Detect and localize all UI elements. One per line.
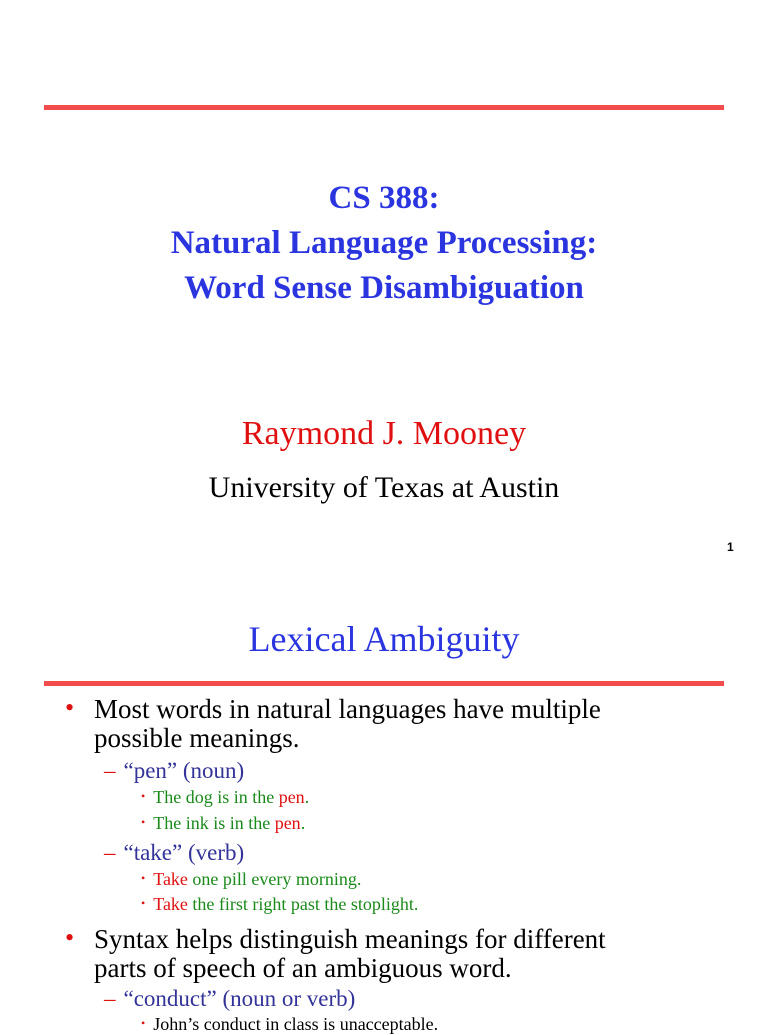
slide2-title: Lexical Ambiguity <box>248 619 520 659</box>
ambiguous-word: Take <box>153 869 188 889</box>
bullet-marker: • <box>141 1016 146 1030</box>
example-text: John’s conduct in class is unacceptable. <box>153 1014 439 1034</box>
ambiguous-word: pen <box>274 813 301 833</box>
author-name: Raymond J. Mooney <box>241 415 527 452</box>
example-punct: . <box>300 813 306 833</box>
bullet-1-line-2: possible meanings. <box>94 723 300 753</box>
example-pen-2 <box>141 813 305 834</box>
example-punct: . <box>304 787 310 807</box>
example-conduct-1 <box>141 1014 438 1035</box>
bullet-marker: • <box>141 815 146 829</box>
bullet-marker: • <box>141 789 146 803</box>
title-line-1: CS 388: <box>328 180 440 216</box>
sub-item-pen <box>104 758 244 784</box>
bullet-marker: • <box>65 693 75 722</box>
sub-item-take-label: “take” (verb) <box>123 840 245 865</box>
example-text: one pill every morning. <box>187 869 362 889</box>
title-line-3: Word Sense Disambiguation <box>184 270 584 306</box>
page-number: 1 <box>727 540 734 554</box>
bullet-2-line-2: parts of speech of an ambiguous word. <box>94 953 512 983</box>
dash-marker: – <box>104 758 116 783</box>
sub-item-conduct <box>104 986 355 1012</box>
bullet-marker: • <box>65 923 75 952</box>
bullet-1-line-1: Most words in natural languages have multiple <box>94 694 601 724</box>
sub-item-pen-label: “pen” (noun) <box>123 758 245 783</box>
sub-item-conduct-label: “conduct” (noun or verb) <box>123 986 356 1011</box>
dash-marker: – <box>104 840 116 865</box>
slide1-title <box>0 176 768 311</box>
dash-marker: – <box>104 986 116 1011</box>
example-text: the first right past the stoplight. <box>187 894 419 914</box>
bullet-1 <box>94 695 734 753</box>
top-rule-slide2 <box>44 681 724 686</box>
bullet-2-line-1: Syntax helps distinguish meanings for different <box>94 924 606 954</box>
ambiguous-word: Take <box>153 894 188 914</box>
title-line-2: Natural Language Processing: <box>170 225 598 261</box>
example-text: The ink is in the <box>153 813 275 833</box>
bullet-2 <box>94 925 734 983</box>
example-pen-1 <box>141 787 309 808</box>
ambiguous-word: pen <box>278 787 305 807</box>
bullet-marker: • <box>141 871 146 885</box>
example-take-1 <box>141 869 361 890</box>
bullet-marker: • <box>141 896 146 910</box>
example-take-2 <box>141 894 418 915</box>
sub-item-take <box>104 840 244 866</box>
top-rule-slide1 <box>44 105 724 110</box>
example-text: The dog is in the <box>153 787 279 807</box>
affiliation: University of Texas at Austin <box>208 471 560 504</box>
